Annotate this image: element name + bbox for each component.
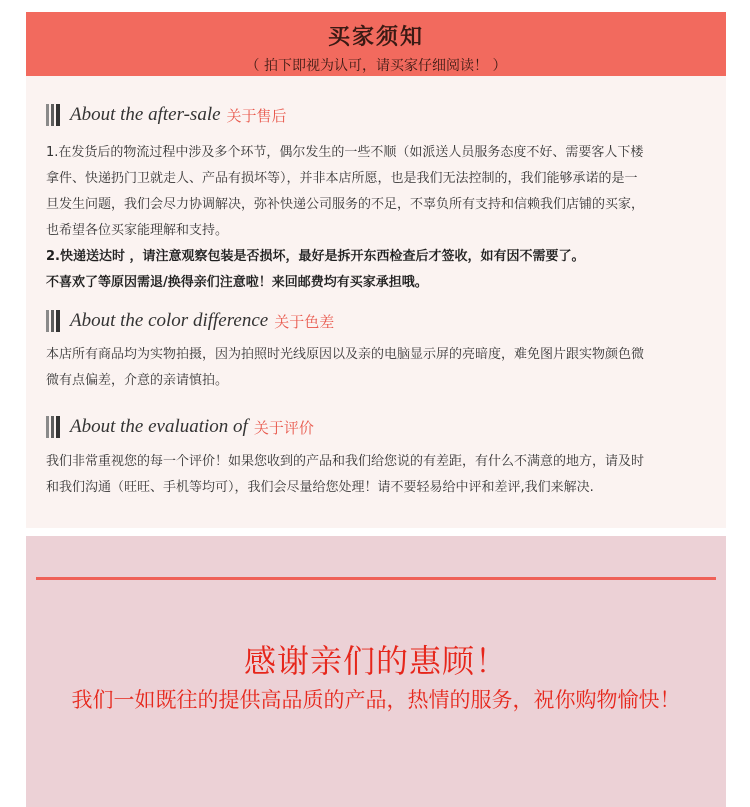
- notice-header: [26, 12, 726, 76]
- thanks-subtitle: 我们一如既往的提供高品质的产品，热情的服务，祝你购物愉快！: [71, 688, 681, 712]
- bars-icon: [46, 310, 60, 332]
- section-title-zh: 关于评价: [253, 418, 314, 437]
- text-line: 旦发生问题，我们会尽力协调解决，弥补快递公司服务的不足，不辜负所有支持和信赖我们店铺的买家，: [46, 197, 645, 212]
- text-line: 和我们沟通（旺旺、手机等均可），我们会尽量给您处理！请不要轻易给中评和差评,我们来解决.: [46, 480, 594, 495]
- after-sale-text: [46, 140, 708, 296]
- evaluation-text: [46, 449, 708, 501]
- thanks-footer: [26, 536, 726, 807]
- section-heading-after-sale: [46, 102, 287, 128]
- section-title-en: About the evaluation of: [70, 416, 248, 437]
- thanks-title: 感谢亲们的惠顾！: [243, 642, 508, 680]
- section-title-zh: 关于售后: [226, 106, 287, 125]
- header-subtitle: （ 拍下即视为认可，请买家仔细阅读！ ）: [245, 58, 507, 74]
- text-line: 也希望各位买家能理解和支持。: [46, 223, 229, 238]
- text-line: 拿件、快递扔门卫就走人、产品有损坏等），并非本店所愿，也是我们无法控制的，我们能够承诺的是一: [46, 171, 638, 186]
- text-line-bold: 不喜欢了等原因需退/换得亲们注意啦！来回邮费均有买家承担哦。: [46, 275, 428, 290]
- divider: [36, 577, 716, 580]
- bars-icon: [46, 416, 60, 438]
- header-title: 买家须知: [327, 25, 424, 50]
- color-difference-text: [46, 342, 708, 394]
- section-heading-color-difference: [46, 308, 334, 334]
- section-title-en: About the color difference: [70, 310, 269, 331]
- notice-content: [26, 76, 726, 528]
- text-line-bold: 2.快递送达时 ，请注意观察包装是否损坏，最好是拆开东西检查后才签收，如有因不需要了。: [46, 249, 585, 264]
- bars-icon: [46, 104, 60, 126]
- section-title-zh: 关于色差: [274, 312, 335, 331]
- section-heading-evaluation: [46, 414, 314, 440]
- text-line: 本店所有商品均为实物拍摄，因为拍照时光线原因以及亲的电脑显示屏的亮暗度，难免图片跟实物颜色微: [46, 347, 645, 362]
- text-line: 1.在发货后的物流过程中涉及多个环节，偶尔发生的一些不顺（如派送人员服务态度不好、需要客人下楼: [46, 145, 644, 160]
- text-line: 我们非常重视您的每一个评价！如果您收到的产品和我们给您说的有差距，有什么不满意的地方，请及时: [46, 454, 645, 469]
- section-title-en: About the after-sale: [70, 104, 221, 125]
- text-line: 微有点偏差，介意的亲请慎拍。: [46, 373, 229, 388]
